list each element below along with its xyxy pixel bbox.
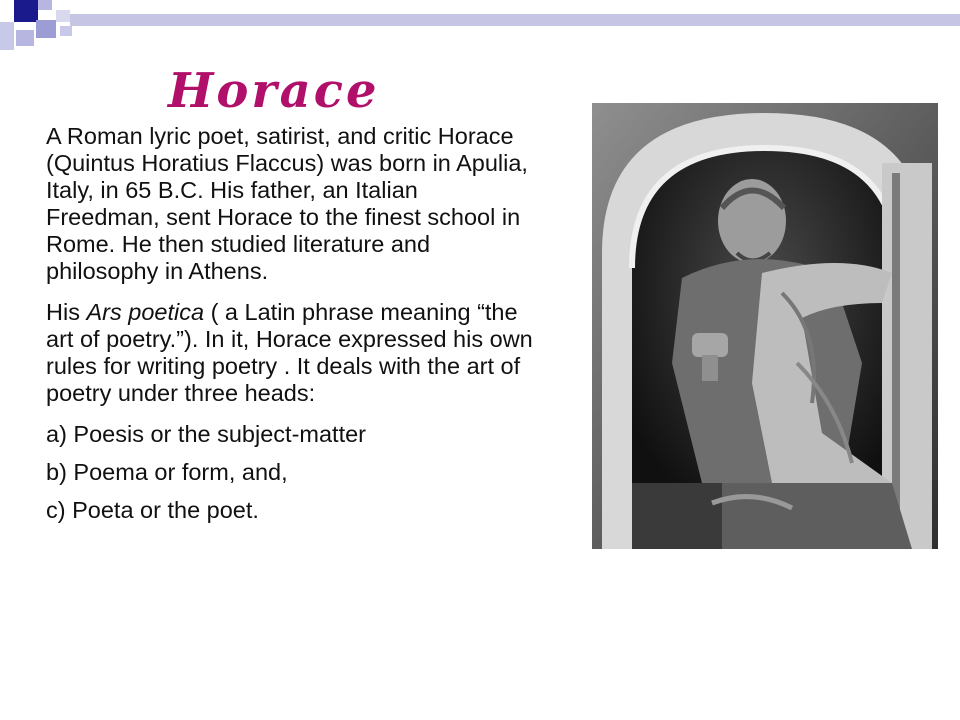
paragraph-prefix: His <box>46 299 87 325</box>
slide-title: Horace <box>168 63 380 119</box>
list-item-poesis: a) Poesis or the subject-matter <box>46 421 366 447</box>
biography-paragraph: A Roman lyric poet, satirist, and critic Horace (Quintus Horatius Flaccus) was born in Apulia, Italy, in 65 B.C. His father, an Italian Freedman, sent Horace to the finest school in Rome. He then studied literature and philosophy in Athens. <box>46 123 528 284</box>
slide-body <box>46 123 536 535</box>
horace-portrait-image <box>592 103 938 549</box>
ars-poetica-paragraph <box>46 299 536 407</box>
list-item-poema: b) Poema or form, and, <box>46 459 288 485</box>
paragraph-suffix: ( a Latin phrase meaning “the art of poetry.”). In it, Horace expressed his own rules for writing poetry . It deals with the art of poetry under three heads: <box>46 299 533 406</box>
work-title: Ars poetica <box>86 299 205 325</box>
list-item-poeta: c) Poeta or the poet. <box>46 497 259 523</box>
corner-decoration <box>0 0 960 60</box>
